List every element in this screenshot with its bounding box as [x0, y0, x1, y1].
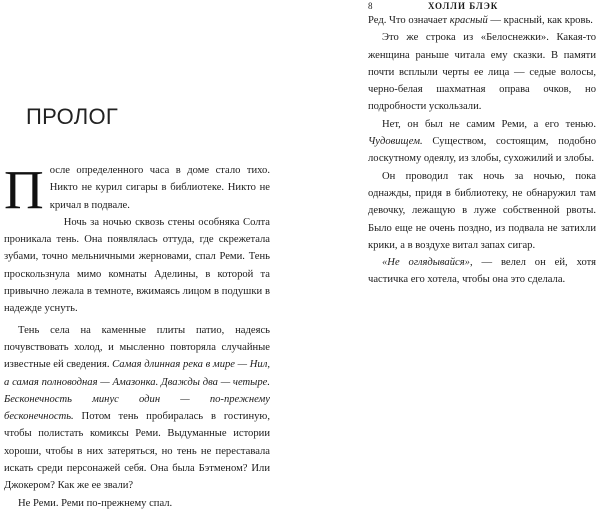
paragraph-3-text-c: Потом тень пробиралась в гостиную, чтобы полистать комиксы Реми. Выдуманные истории хороши, чтобы в них затеряться, но тень не переставала искать среди персонажей себя. Она была Бэтменом? Или Джокером? Как же ее звали? [4, 411, 270, 492]
paragraph-5-italic: «Не оглядывайся» [382, 257, 470, 269]
paragraph-3-text-a: Тень села на каменные плиты патио, надеясь почувствовать холод, и мысленно повторяла случайные известные ей сведения. [4, 324, 270, 371]
right-page-body [368, 12, 596, 289]
paragraph-2: Ночь за ночью сквозь стены особняка Солта проникала тень. Она появлялась оттуда, где скрежетала зубами, точно мельничными жерновами, спал Реми. Тень проскользнула мимо комнаты Аделины, в которой та привычно лежала в темноте, вжимаясь лицом в подушки в надежде уснуть. [4, 216, 270, 315]
paragraph-3-italic: Самая длинная река в мире — Нил, а самая полноводная — Амазонка. Дважды два — четыре. Бесконечность минус один — по-прежнему бесконечность. [4, 359, 270, 423]
left-page-body [4, 159, 270, 512]
paragraph-4: Он проводил так ночь за ночью, пока однажды, придя в библиотеку, не обнаружил там девочку, лежащую в луже собственной рвоты. Было еще не очень поздно, из подвала не затихли крики, а в воздухе витал запах сигар. [368, 170, 596, 251]
paragraph-3-italic: Чудовищем. [368, 136, 423, 148]
chapter-title: ПРОЛОГ [26, 104, 119, 129]
paragraph-4: Не Реми. Реми по-прежнему спал. [18, 497, 173, 509]
paragraph-1-text-c: — красный, как кровь. [487, 15, 593, 26]
paragraph-5-text-b: , — велел он ей, хотя частичка его хотела, чтобы она это сделала. [368, 257, 596, 286]
paragraph-1-italic: красный [449, 15, 488, 26]
running-head-author: ХОЛЛИ БЛЭК [428, 1, 499, 11]
paragraph-2: Это же строка из «Белоснежки». Какая-то женщина раньше читала ему сказки. В памяти почти всплыли черты ее лица — седые волосы, черно-белая шахматная оправа очков, но подробности ускользали. [368, 32, 596, 113]
drop-cap: П [4, 159, 44, 220]
right-page [300, 0, 600, 451]
paragraph-5 [368, 254, 596, 289]
left-page [0, 0, 300, 509]
paragraph-1 [4, 159, 270, 220]
paragraph-1-text-a: Ред. Что означает [368, 15, 450, 26]
page-number: 8 [368, 1, 373, 11]
paragraph-3 [4, 322, 270, 495]
paragraph-3-text-c: Существом, состоящим, подобно лоскутному одеялу, из злобы, сухожилий и злобы. [368, 136, 596, 165]
paragraph-3 [368, 116, 596, 168]
paragraph-1 [368, 12, 596, 29]
paragraph-3-text-a: Нет, он был не самим Реми, а его тенью. [382, 118, 596, 130]
paragraph-1-text: осле определенного часа в доме стало тихо. Никто не курил сигары в библиотеке. Никто не кричал в подвале. [49, 165, 270, 211]
